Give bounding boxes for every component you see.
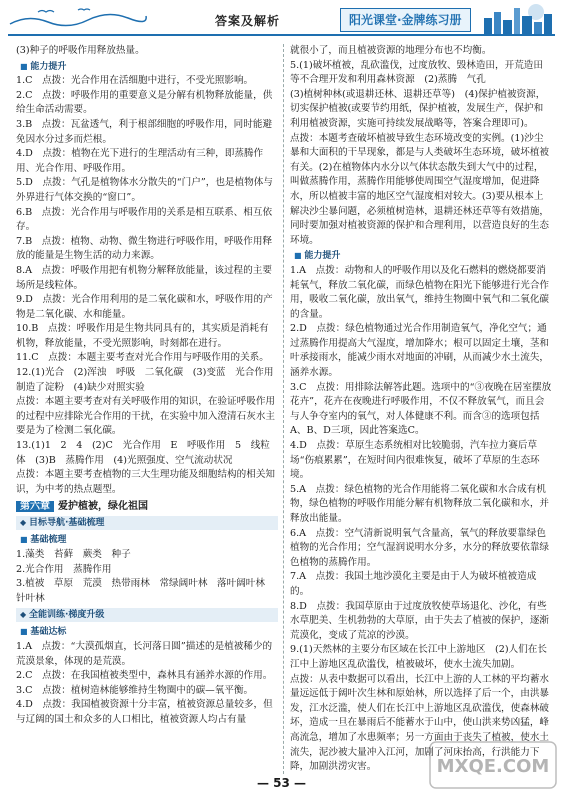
watermark-logo [428, 738, 558, 792]
answer-paragraph: 点拨：从表中数据可以看出，长江中上游的人工林的平均蓄水量远远低于阔叶次生林和原始林，所以选择了后一个，由洪暴发，江水泛滥，使人们在长江中上游地区乱砍滥伐，使森林破坏，造成一旦在暴雨后不能蓄水于山中，使山洪来势凶猛，峰高流急，增加了水患频率；另一方面由于丧失了植被，使水土流失，泥沙被大量冲入江河，加剧了河床抬高，行洪能力下降，加剧洪涝灾害。 [290, 673, 550, 773]
page-header [0, 0, 563, 40]
answer-paragraph: 就很小了，而且植被资源的地理分布也不均衡。 [290, 45, 492, 56]
answer-paragraph: 6.A 点拨：空气清新说明氧气含量高，氧气的释放要靠绿色植物的光合作用；空气湿润说明水分多，水分的释放要依靠绿色植物的蒸腾作用。 [290, 527, 550, 568]
chapter-number: 第六章 [16, 501, 54, 512]
answer-paragraph: 4.D 点拨：草原生态系统相对比较脆弱，汽车拉力赛后草场“伤痕累累”，在短时间内很难恢复，破坏了草原的生态环境。 [290, 440, 540, 481]
answer-paragraph: 5.(1)破坏植被，乱砍滥伐，过度放牧、毁林造田，开荒造田等不合理开发和利用森林资源 (2)蒸腾 气孔 [290, 59, 543, 86]
answer-paragraph: 5.D 点拨：气孔是植物体水分散失的“门户”，也是植物体与外界进行气体交换的“窗口”。 [16, 177, 273, 203]
answer-paragraph: 点拨：本题考查破坏植被导致生态环境改变的实例。(1)沙尘暴和大面积的干旱现象，都是与人类破坏生态环境，破坏植被有关。(2)在植物体内水分以气体状态散失到大气中的过程，叫做蒸腾作用，蒸腾作用能够使周围空气湿度增加，促进降水，所以植被丰富的地区空气湿度相对较大。(3)要从根本上解决沙尘暴问题，必须植树造林，退耕还林还草等有效措施，同时要加强对植被资源的保护和合理利用，以营造良好的生态环境。 [290, 132, 550, 246]
section-tag: ■ 基础梳理 [16, 534, 70, 546]
answer-paragraph: 13.(1)1 2 4 (2)C 光合作用 E 呼吸作用 5 线粒体 (3)B 蒸腾作用 (4)光照强度、空气流动状况 [16, 440, 270, 466]
answer-paragraph: 3.C 点拨：植树造林能够维持生物圈中的碳—氧平衡。 [16, 684, 254, 696]
section-band: ◆ 目标导航·基础梳理 [16, 516, 278, 530]
chapter-heading [16, 500, 278, 514]
answer-paragraph: 点拨：本题主要考查植物的三大生理功能及细胞结构的相关知识，为中考的热点题型。 [16, 469, 276, 495]
seagull-wave-icon [8, 6, 148, 32]
answer-paragraph: 11.C 点拨：本题主要考查对光合作用与呼吸作用的关系。 [16, 352, 269, 364]
left-column [16, 44, 278, 728]
answer-paragraph: 2.D 点拨：绿色植物通过光合作用制造氧气，净化空气；通过蒸腾作用提高大气湿度，增加降水；根可以固定土壤，茎和叶承接雨水，能减少雨水对地面的冲刷，从而减少水土流失，涵养水源。 [290, 323, 550, 379]
answer-paragraph: 5.A 点拨：绿色植物的光合作用能将二氧化碳和水合成有机物，绿色植物的呼吸作用能分解有机物释放二氧化碳和水，并释放出能量。 [290, 483, 550, 524]
header-brand: 阳光课堂·金牌练习册 [340, 8, 471, 32]
answer-paragraph: 8.D 点拨：我国草原由于过度放牧使草场退化、沙化，有些水草肥美、生机勃勃的大草原，由于失去了植被的保护，逐渐荒漠化，变成了荒凉的沙漠。 [290, 600, 550, 641]
answer-paragraph: 点拨：本题主要考查对有关呼吸作用的知识，在验证呼吸作用的过程中应排除光合作用的干扰，在实验中加入澄清石灰水主要是为了检测二氧化碳。 [16, 396, 276, 437]
answer-paragraph: 9.(1)天然林的主要分布区域在长江中上游地区 (2)人们在长江中上游地区乱砍滥伐，植被破坏，使水土流失加剧。 [290, 644, 547, 670]
answer-paragraph: 1.C 点拨：光合作用在活细胞中进行，不受光照影响。 [16, 75, 254, 87]
answer-paragraph: 12.(1)光合 (2)浑浊 呼吸 二氧化碳 (3)变蓝 光合作用制造了淀粉 (4)缺少对照实验 [16, 367, 274, 393]
city-skyline-icon [478, 2, 558, 36]
svg-text:MXQE.COM: MXQE.COM [436, 756, 550, 777]
header-title: 答案及解析 [215, 14, 281, 28]
answer-paragraph: 2.光合作用 蒸腾作用 [16, 563, 112, 575]
section-band: ◆ 全能训练·梯度升级 [16, 608, 278, 622]
answer-paragraph: (3)植树种林(或退耕还林、退耕还草等) (4)保护植被资源，切实保护植被(或要节约用纸，保护植被，发展生产，保护和利用植被资源，实施可持续发展战略等，答案合理即可)。 [290, 88, 546, 129]
page-number: — 53 — [256, 776, 307, 790]
header-rule [8, 34, 555, 36]
answer-paragraph: 1.A 点拨：“大漠孤烟直，长河落日圆”描述的是植被稀少的荒漠景象，体现的是荒漠。 [16, 640, 273, 667]
answer-paragraph: (3)种子的呼吸作用释放热量。 [16, 45, 145, 56]
answer-paragraph: 3.植被 草原 荒漠 热带雨林 常绿阔叶林 落叶阔叶林 针叶林 [16, 578, 275, 604]
answer-paragraph: 1.藻类 苔藓 蕨类 种子 [16, 549, 131, 560]
answer-paragraph: 8.A 点拨：呼吸作用把有机物分解释放能量，该过程的主要场所是线粒体。 [16, 264, 272, 291]
section-tag: ■ 能力提升 [16, 61, 70, 73]
section-tag: ■ 基础达标 [16, 626, 70, 638]
answer-paragraph: 3.C 点拨：用排除法解答此题。选项中的“③夜晚在居室摆放花卉”，花卉在夜晚进行呼吸作用，不仅不释放氧气，而且会与人争夺室内的氧气，对人体健康不利。而含③的选项包括A、B、D三项，因此答案选C。 [290, 381, 552, 437]
answer-paragraph: 6.B 点拨：光合作用与呼吸作用的关系是相互联系、相互依存。 [16, 206, 273, 233]
chapter-title: 爱护植被，绿化祖国 [58, 501, 148, 513]
answer-paragraph: 2.C 点拨：在我国植被类型中，森林具有涵养水源的作用。 [16, 670, 273, 682]
column-divider [283, 44, 284, 774]
answer-paragraph: 4.D 点拨：我国植被资源十分丰富，植被资源总量较多，但与辽阔的国土和众多的人口相比，植被资源人均占有量 [16, 699, 273, 725]
answer-paragraph: 2.C 点拨：呼吸作用的重要意义是分解有机物释放能量，供给生命活动需要。 [16, 89, 273, 116]
answer-paragraph: 7.B 点拨：植物、动物、微生物进行呼吸作用，呼吸作用释放的能量是生物生活的动力来源。 [16, 235, 273, 262]
answer-paragraph: 3.B 点拨：瓦盆透气，利于根部细胞的呼吸作用，同时能避免因水分过多而烂根。 [16, 118, 273, 145]
answer-paragraph: 10.B 点拨：呼吸作用是生物共同具有的，其实质是消耗有机物，释放能量，不受光照影响，时刻都在进行。 [16, 323, 269, 349]
section-tag: ■ 能力提升 [290, 250, 344, 262]
answer-paragraph: 4.D 点拨：植物在光下进行的生理活动有三种，即蒸腾作用、光合作用、呼吸作用。 [16, 148, 264, 174]
answer-paragraph: 1.A 点拨：动物和人的呼吸作用以及化石燃料的燃烧都要消耗氧气，释放二氧化碳，而绿色植物在阳光下能够进行光合作用，吸收二氧化碳，放出氧气，维持生物圈中氧气和二氧化碳的含量。 [290, 264, 550, 320]
answer-paragraph: 7.A 点拨：我国土地沙漠化主要是由于人为破坏植被造成的。 [290, 571, 537, 597]
right-column [290, 44, 552, 775]
answer-paragraph: 9.D 点拨：光合作用利用的是二氧化碳和水，呼吸作用的产物是二氧化碳、水和能量。 [16, 294, 273, 320]
